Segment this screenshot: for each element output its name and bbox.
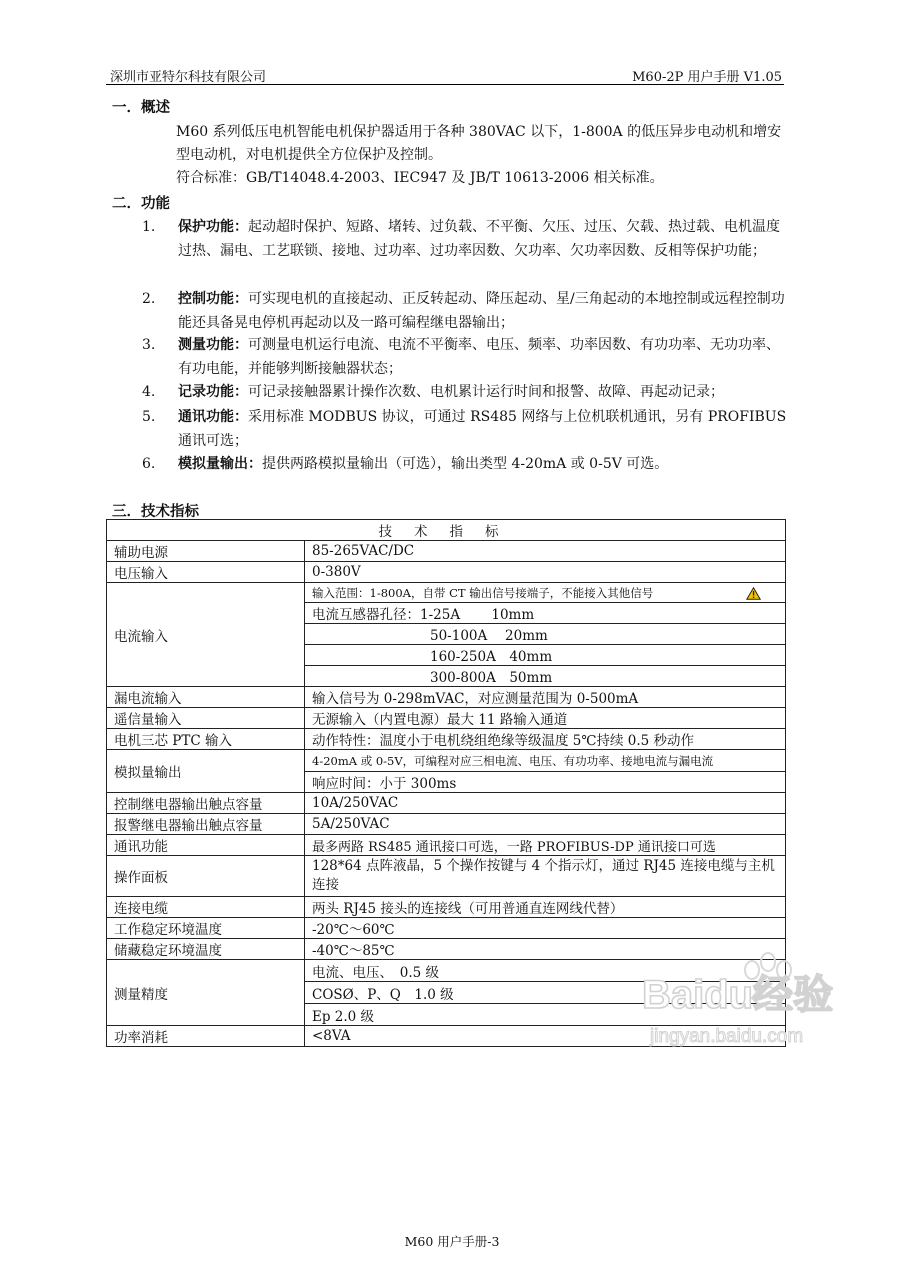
baidu-jingyan-watermark (640, 950, 860, 1060)
function-number: 2. (142, 291, 156, 307)
row-value: 4-20mA 或 0-5V，可编程对应三相电流、电压、有功功率、接地电流与漏电流 (305, 750, 786, 772)
row-label: 漏电流输入 (107, 687, 305, 708)
row-label: 辅助电源 (107, 541, 305, 562)
watermark-url: jingyan.baidu.com (650, 1026, 804, 1047)
function-number: 3. (142, 337, 156, 353)
table-row (107, 918, 786, 939)
row-label: 电压输入 (107, 562, 305, 583)
row-value: 响应时间：小于 300ms (305, 772, 786, 793)
section-spec-title: 三．技术指标 (112, 503, 199, 520)
table-row (107, 856, 786, 897)
function-label: 模拟量输出： (178, 456, 262, 472)
row-label: 遥信量输入 (107, 708, 305, 729)
function-label: 记录功能： (178, 384, 248, 400)
page-header (106, 62, 784, 85)
row-value: 电流互感器孔径：1-25A 10mm (305, 603, 786, 624)
row-label: 报警继电器输出触点容量 (107, 814, 305, 835)
row-value: 无源输入（内置电源）最大 11 路输入通道 (305, 708, 786, 729)
row-value: 300-800A 50mm (305, 666, 786, 687)
function-text: 采用标准 MODBUS 协议，可通过 RS485 网络与上位机联机通讯，另有 PROFIBUS 通讯可选； (178, 409, 787, 449)
table-title: 技术指标 (107, 520, 786, 541)
row-label: 操作面板 (107, 856, 305, 897)
function-text: 可实现电机的直接起动、正反转起动、降压起动、星/三角起动的本地控制或远程控制功能还具备晃电停机再起动以及一路可编程继电器输出； (178, 291, 785, 331)
row-label: 工作稳定环境温度 (107, 918, 305, 939)
table-row (107, 750, 786, 772)
table-row (107, 583, 786, 603)
row-label: 电流输入 (107, 583, 305, 687)
function-text: 可记录接触器累计操作次数、电机累计运行时间和报警、故障、再起动记录； (248, 384, 724, 400)
row-value: COSØ、P、Q 1.0 级 (305, 982, 786, 1004)
row-value: <8VA (305, 1026, 786, 1047)
header-company: 深圳市亚特尔科技有限公司 (110, 70, 267, 85)
function-label: 保护功能： (178, 219, 248, 235)
table-row (107, 897, 786, 918)
row-label: 控制继电器输出触点容量 (107, 793, 305, 814)
row-value (305, 583, 786, 603)
row-value: 128*64 点阵液晶，5 个操作按键与 4 个指示灯，通过 RJ45 连接电缆与主机连接 (305, 856, 786, 897)
row-value: 10A/250VAC (305, 793, 786, 814)
function-number: 4. (142, 384, 156, 400)
table-row (107, 793, 786, 814)
function-number: 6. (142, 456, 156, 472)
table-row (107, 562, 786, 583)
row-value: -40℃～85℃ (305, 939, 786, 960)
row-value: 160-250A 40mm (305, 645, 786, 666)
row-label: 连接电缆 (107, 897, 305, 918)
watermark-logo-text: Baidu经验 (642, 973, 834, 1017)
row-label: 通讯功能 (107, 835, 305, 856)
row-value: 50-100A 20mm (305, 624, 786, 645)
page-footer: M60 用户手册-3 (404, 1234, 500, 1249)
function-number: 5. (142, 409, 156, 425)
row-value: 最多两路 RS485 通讯接口可选，一路 PROFIBUS-DP 通讯接口可选 (305, 835, 786, 856)
row-value: 动作特性：温度小于电机绕组绝缘等级温度 5℃持续 0.5 秒动作 (305, 729, 786, 750)
overview-paragraph: M60 系列低压电机智能电机保护器适用于各种 380VAC 以下，1-800A 的低压异步电动机和增安型电动机，对电机提供全方位保护及控制。 (176, 124, 782, 163)
row-value: 输入信号为 0-298mVAC，对应测量范围为 0-500mA (305, 687, 786, 708)
overview-standards: 符合标准：GB/T14048.4-2003、IEC947 及 JB/T 10613-2006 相关标准。 (176, 170, 664, 186)
table-row (107, 520, 786, 541)
row-value: 5A/250VAC (305, 814, 786, 835)
function-text: 起动超时保护、短路、堵转、过负载、不平衡、欠压、过压、欠载、热过载、电机温度过热、漏电、工艺联锁、接地、过功率、过功率因数、欠功率、欠功率因数、反相等保护功能； (178, 219, 780, 259)
function-number: 1. (142, 219, 156, 235)
row-label: 电机三芯 PTC 输入 (107, 729, 305, 750)
function-text: 提供两路模拟量输出（可选），输出类型 4-20mA 或 0-5V 可选。 (262, 456, 669, 472)
row-value: 电流、电压、 0.5 级 (305, 960, 786, 982)
table-row (107, 814, 786, 835)
row-value: 两头 RJ45 接头的连接线（可用普通直连网线代替） (305, 897, 786, 918)
table-row (107, 835, 786, 856)
row-value: 0-380V (305, 562, 786, 583)
function-text: 可测量电机运行电流、电流不平衡率、电压、频率、功率因数、有功功率、无功功率、有功电能，并能够判断接触器状态； (178, 337, 780, 377)
function-label: 通讯功能： (178, 409, 248, 425)
function-label: 控制功能： (178, 291, 248, 307)
header-doc-title: M60-2P 用户手册 V1.05 (632, 70, 782, 85)
row-value: Ep 2.0 级 (305, 1004, 786, 1026)
current-range-text: 输入范围：1-800A，自带 CT 输出信号接端子，不能接入其他信号 (312, 585, 654, 600)
warning-icon (746, 587, 761, 600)
row-label: 功率消耗 (107, 1026, 305, 1047)
table-row (107, 687, 786, 708)
row-value: 85-265VAC/DC (305, 541, 786, 562)
section-overview-title: 一．概述 (112, 99, 170, 116)
table-row (107, 541, 786, 562)
row-label: 储藏稳定环境温度 (107, 939, 305, 960)
section-functions-title: 二．功能 (112, 195, 170, 212)
table-row (107, 729, 786, 750)
row-label: 测量精度 (107, 960, 305, 1026)
table-row (107, 708, 786, 729)
row-label: 模拟量输出 (107, 750, 305, 793)
row-value: -20℃～60℃ (305, 918, 786, 939)
function-label: 测量功能： (178, 337, 248, 353)
